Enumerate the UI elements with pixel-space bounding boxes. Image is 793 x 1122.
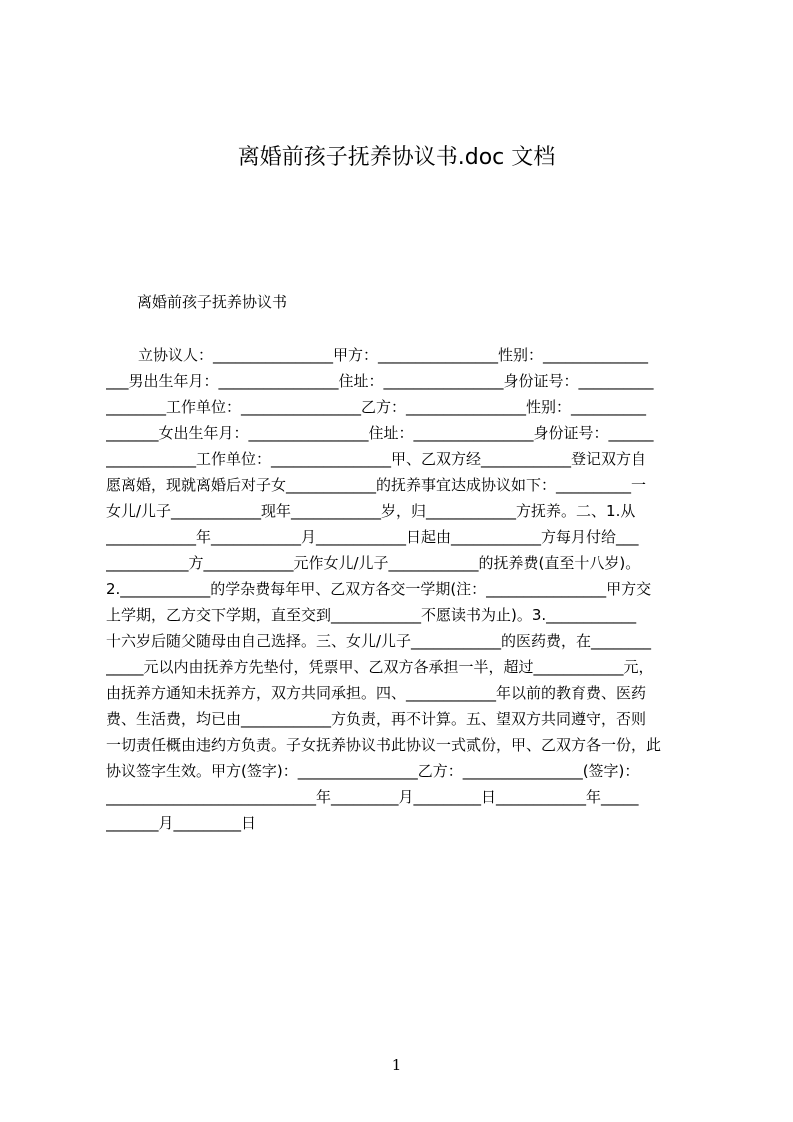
body-line: _______女出生年月：________________住址：________________身份证号：______ [106, 424, 654, 442]
body-line: 愿离婚，现就离婚后对子女____________的抚养事宜达成协议如下：__________一 [106, 476, 647, 494]
body-line: _______月_________日 [106, 814, 257, 832]
body-line: 立协议人：________________甲方：________________性别：______________ [138, 346, 649, 364]
body-line: ____________工作单位：________________甲、乙双方经____________登记双方自 [106, 450, 647, 468]
body-line: 费、生活费，均已由____________方负责，再不计算。五、望双方共同遵守，否则 [106, 710, 647, 728]
body-line: ____________________________年_________月_________日____________年_____ [106, 788, 639, 806]
body-line: ___男出生年月：________________住址：________________身份证号：__________ [106, 372, 654, 390]
agreement-heading: 离婚前孩子抚养协议书 [137, 293, 288, 311]
document-title: 离婚前孩子抚养协议书.doc 文档 [237, 145, 556, 170]
body-line: _____元以内由抚养方先垫付，凭票甲、乙双方各承担一半，超过____________元， [106, 658, 654, 676]
body-line: 协议签字生效。甲方(签字)：________________乙方：________________(签字)： [106, 762, 640, 780]
page-number: 1 [391, 1056, 402, 1074]
body-line: 一切责任概由违约方负责。子女抚养协议书此协议一式贰份，甲、乙双方各一份，此 [106, 736, 662, 754]
body-line: ________工作单位：________________乙方：________________性别：__________ [106, 398, 647, 416]
body-line: 由抚养方通知未抚养方，双方共同承担。四、____________年以前的教育费、医药 [106, 684, 647, 702]
agreement-body [106, 342, 698, 836]
body-line: 十六岁后随父随母由自己选择。三、女儿/儿子____________的医药费，在________ [106, 632, 652, 650]
body-line: 上学期，乙方交下学期，直至交到____________不愿读书为止)。3.____________ [106, 606, 637, 624]
body-line: 女儿/儿子____________现年____________岁，归____________方抚养。二、1.从 [106, 502, 636, 520]
body-line: 2.____________的学杂费每年甲、乙双方各交一学期(注：________________甲方交 [106, 580, 652, 598]
body-line: ____________年____________月____________日起由____________方每月付给___ [106, 528, 639, 546]
body-line: ___________方____________元作女儿/儿子____________的抚养费(直至十八岁)。 [106, 554, 641, 572]
